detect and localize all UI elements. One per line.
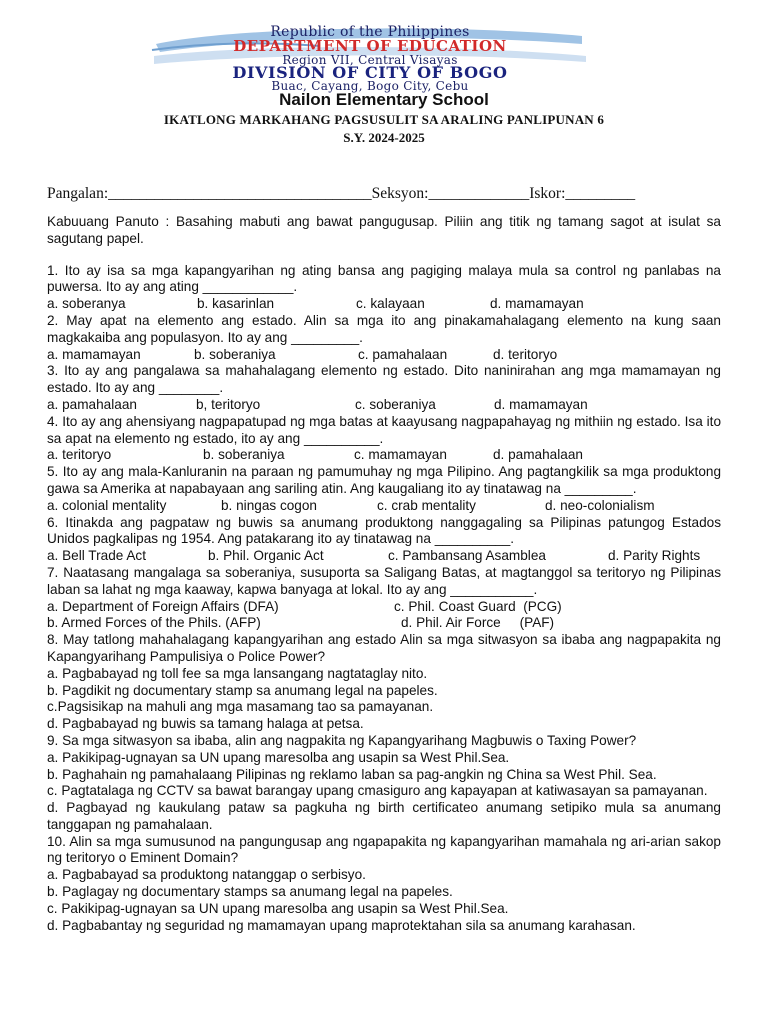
letterhead-department: DEPARTMENT OF EDUCATION — [233, 37, 507, 55]
choice-d: d. Pagbabayad ng buwis sa tamang halaga at petsa. — [47, 716, 364, 732]
school-year: S.Y. 2024-2025 — [343, 130, 425, 145]
question-3 — [47, 363, 721, 413]
choice-b: b. Armed Forces of the Phils. (AFP) — [47, 615, 261, 631]
choice-row — [47, 615, 721, 632]
question-5 — [47, 464, 721, 514]
question-text: 3. Ito ay ang pangalawa sa mahahalagang elemento ng estado. Dito naninirahan ang mga mamamayan ng estado. Ito ay ang ________. — [47, 363, 721, 396]
section-label: Seksyon: — [371, 185, 429, 202]
choice-b: b. kasarinlan — [197, 296, 275, 312]
choice-a: a. Pagbabayad ng toll fee sa mga lansangang nagtataglay nito. — [47, 665, 428, 681]
school-name: Nailon Elementary School — [279, 90, 489, 109]
instructions: Kabuuang Panuto : Basahing mabuti ang bawat pangugusap. Piliin ang titik ng tamang sagot at isulat sa sagutang papel. — [47, 214, 721, 246]
choice-b: b. soberaniya — [203, 447, 285, 463]
choice-b: b. Paghahain ng pamahalaang Pilipinas ng reklamo laban sa pag-angkin ng China sa West Phil. Sea. — [47, 766, 657, 782]
question-text: 4. Ito ay ang ahensiyang nagpapatupad ng mga batas at kaayusang nagpapahayag ng mithiin ng estado. Isa ito sa apat na elemento ng estado, ito ay ang __________. — [47, 413, 721, 446]
choice-a: a. Bell Trade Act — [47, 548, 146, 564]
choice-row — [47, 397, 721, 414]
letterhead-division: DIVISION OF CITY OF BOGO — [232, 63, 508, 82]
student-info-line — [47, 185, 635, 203]
name-blank[interactable]: __________________________________ — [108, 185, 372, 202]
question-text: 9. Sa mga sitwasyon sa ibaba, alin ang nagpakita ng Kapangyarihang Magbuwis o Taxing Power? — [47, 732, 637, 748]
choice-c: c. kalayaan — [356, 296, 425, 312]
choice-a: a. Department of Foreign Affairs (DFA) — [47, 598, 279, 614]
choice-b: b. Paglagay ng documentary stamps sa anumang legal na papeles. — [47, 884, 453, 900]
letterhead-address: Buac, Cayang, Bogo City, Cebu — [271, 79, 469, 93]
choice-d: d. Pagbabantay ng seguridad ng mamamayan upang maprotektahan sila sa anumang karahasan. — [47, 917, 636, 933]
letterhead-republic: Republic of the Philippines — [270, 24, 470, 40]
question-text: 10. Alin sa mga sumusunod na pangungusap ang ngapapakita ng kapangyarihan mamahala ng ari-arian sakop ng teritoryo o Eminent Domain? — [47, 833, 721, 866]
question-1 — [47, 263, 721, 313]
choice-a: a. Pagbabayad sa produktong natanggap o serbisyo. — [47, 867, 366, 883]
question-9 — [47, 733, 721, 834]
question-2 — [47, 313, 721, 363]
exam-title: IKATLONG MARKAHANG PAGSUSULIT SA ARALING PANLIPUNAN 6 — [163, 112, 605, 127]
choice-row — [47, 498, 721, 515]
question-10 — [47, 834, 721, 935]
choice-b: b, teritoryo — [196, 396, 261, 412]
choice-d: d. Pagbayad ng kaukulang pataw sa pagkuha ng birth certificateo anumang setipiko mula sa anumang tanggapan ng pamahalaan. — [47, 800, 721, 832]
choice-b: b. soberaniya — [194, 346, 276, 362]
choice-a: a. mamamayan — [47, 346, 141, 362]
choice-b: b. ningas cogon — [221, 497, 317, 513]
question-8 — [47, 632, 721, 733]
choice-c: c. mamamayan — [354, 447, 447, 463]
choice-c: c. Pagtatalaga ng CCTV sa bawat barangay upang cmasiguro ang kapayapan at katiwasayan sa pamayanan. — [47, 783, 708, 799]
question-4 — [47, 414, 721, 464]
question-text: 1. Ito ay isa sa mga kapangyarihan ng ating bansa ang pagiging malaya mula sa control ng panlabas na puwersa. Ito ay ang ating ____________. — [47, 262, 721, 295]
choice-c: c.Pagsisikap na mahuli ang mga masamang tao sa pamayanan. — [47, 699, 434, 715]
question-7 — [47, 565, 721, 632]
choice-d: d. Parity Rights — [608, 548, 701, 564]
choice-c: c. soberaniya — [355, 396, 436, 412]
section-blank[interactable]: _____________ — [428, 185, 530, 202]
letterhead — [150, 22, 590, 93]
choice-row — [47, 447, 721, 464]
choice-row — [47, 347, 721, 364]
question-text: 6. Itinakda ang pagpataw ng buwis sa anumang produktong nanggagaling sa Pilipinas patungog Estados Unidos pagkalipas ng 1954. Ang patakarang ito ay tinatawag na __________. — [47, 514, 721, 547]
choice-c: c. crab mentality — [377, 497, 476, 513]
choice-d: d. pamahalaan — [493, 447, 583, 463]
question-text: 5. Ito ay ang mala-Kanluranin na paraan ng pamumuhay ng mga Pilipino. Ang pagtangkilik sa mga produktong gawa sa Amerika at napabayaan ang sariling atin. Ang kaugaliang ito ay tinatawag na _________. — [47, 464, 721, 496]
question-text: 8. May tatlong mahahalagang kapangyarihan ang estado Alin sa mga sitwasyon sa ibaba ang nagpapakita ng Kapangyarihang Pampulisiya o Police Power? — [47, 632, 721, 664]
choice-a: a. pamahalaan — [47, 396, 137, 412]
name-label: Pangalan: — [47, 185, 109, 202]
choice-a: a. teritoryo — [47, 447, 112, 463]
question-text: 7. Naatasang mangalaga sa soberaniya, susuporta sa Saligang Batas, at magtanggol sa teritoryo ng Pilipinas laban sa lahat ng mga kaaway, kapwa banyaga at lokal. Ito ay ang ___________. — [47, 564, 721, 597]
choice-row — [47, 548, 721, 565]
choice-row — [47, 599, 721, 616]
question-6 — [47, 515, 721, 565]
choice-d: d. mamamayan — [494, 396, 588, 412]
choice-a: a. Pakikipag-ugnayan sa UN upang maresolba ang usapin sa West Phil.Sea. — [47, 749, 510, 765]
choice-c: c. pamahalaan — [358, 346, 448, 362]
choice-c: c. Pambansang Asamblea — [388, 548, 546, 564]
choice-d: d. neo-colonialism — [545, 497, 655, 513]
choice-d: d. Phil. Air Force (PAF) — [401, 615, 555, 631]
question-text: 2. May apat na elemento ang estado. Alin sa mga ito ang pinakamahalagang elemento na kung saan magkakaiba ang populasyon. Ito ay ang _________. — [47, 312, 721, 345]
score-blank[interactable]: _________ — [565, 185, 636, 202]
choice-a: a. colonial mentality — [47, 497, 167, 513]
choice-d: d. teritoryo — [493, 346, 558, 362]
choice-row — [47, 296, 721, 313]
choice-b: b. Pagdikit ng documentary stamp sa anumang legal na papeles. — [47, 682, 438, 698]
choice-c: c. Phil. Coast Guard (PCG) — [394, 598, 562, 614]
choice-d: d. mamamayan — [490, 296, 584, 312]
exam-content — [47, 214, 721, 934]
score-label: Iskor: — [529, 185, 566, 202]
choice-c: c. Pakikipag-ugnayan sa UN upang maresolba ang usapin sa West Phil.Sea. — [47, 900, 509, 916]
letterhead-region: Region VII, Central Visayas — [282, 53, 458, 67]
choice-a: a. soberanya — [47, 296, 126, 312]
choice-b: b. Phil. Organic Act — [208, 548, 324, 564]
